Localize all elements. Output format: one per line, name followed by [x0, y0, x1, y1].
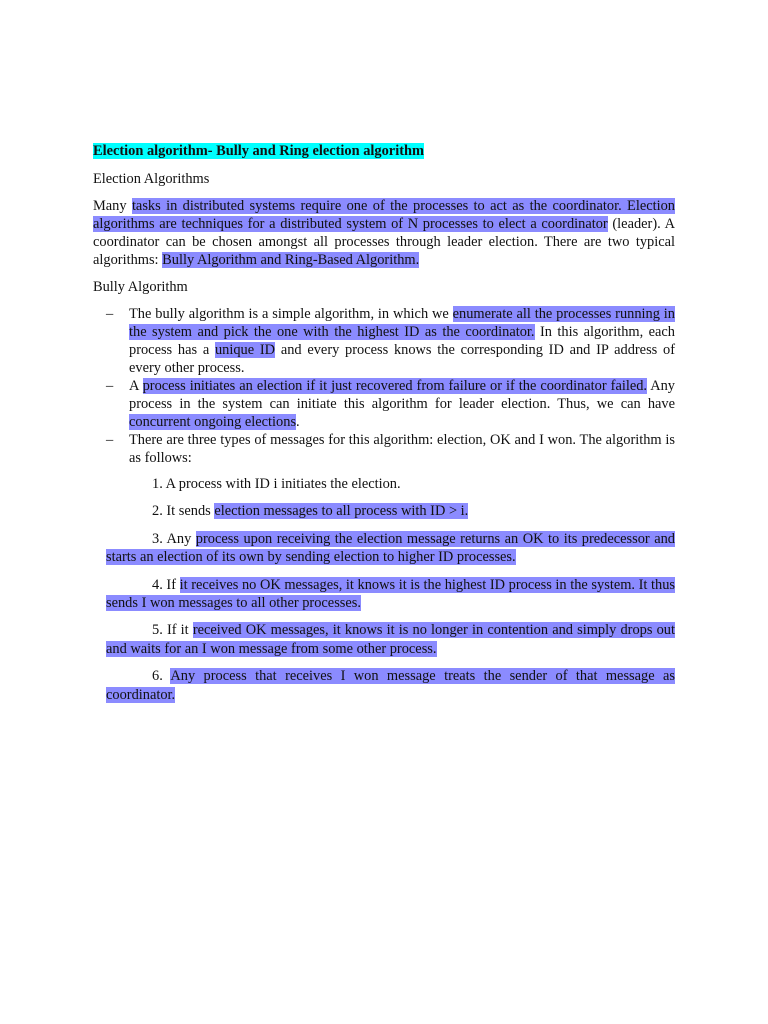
step-3-text: 3. Any — [152, 530, 196, 547]
document-title — [93, 141, 675, 161]
section-subtitle: Election Algorithms — [93, 171, 210, 187]
bullet-2-highlight-2: concurrent ongoing elections — [129, 414, 297, 430]
step-5 — [106, 621, 675, 658]
title-highlight: Election algorithm- Bully and Ring election algorithm — [93, 143, 424, 159]
step-6 — [106, 667, 675, 704]
step-1: 1. A process with ID i initiates the election. — [152, 476, 401, 492]
intro-paragraph — [93, 197, 675, 269]
step-3 — [106, 530, 675, 567]
bullet-2-text-2: Any process in the system can initiate this algorithm for leader election. Thus, we can have — [129, 378, 675, 412]
algorithm-steps — [93, 475, 675, 704]
dash-bullet: – — [106, 306, 114, 322]
bullet-1-highlight-2: unique ID — [214, 342, 276, 358]
bullet-1-text-2: In this algorithm, each process has a — [129, 324, 675, 358]
step-5-text: 5. If it — [152, 622, 193, 639]
intro-text-1: Many — [93, 198, 132, 214]
document-body — [93, 141, 675, 713]
bullet-item-3 — [93, 431, 675, 467]
step-2 — [106, 502, 675, 520]
step-5-highlight: received OK messages, it knows it is no longer in contention and simply drops out and waits for an I won message from some other process. — [106, 622, 675, 657]
bully-bullet-list — [93, 305, 675, 467]
bullet-1-text-1: The bully algorithm is a simple algorithm, in which we — [129, 306, 453, 322]
intro-text-2: (leader). A coordinator can be chosen amongst all processes through leader election. There are two typical algorithms: — [93, 216, 675, 268]
bullet-1-text-3: and every process knows the corresponding ID and IP address of every other process. — [129, 342, 676, 376]
step-6-text: 6. — [152, 668, 171, 685]
step-3-highlight: process upon receiving the election message returns an OK to its predecessor and starts an election of its own by sending election to higher ID processes. — [106, 530, 676, 566]
step-4 — [106, 576, 675, 613]
bullet-3-text-1: There are three types of messages for this algorithm: election, OK and I won. The algorithm is as follows: — [129, 432, 675, 466]
step-4-highlight: it receives no OK messages, it knows it is the highest ID process in the system. It thus sends I won messages to all other processes. — [106, 576, 675, 612]
bullet-item-1 — [93, 305, 675, 377]
dash-bullet: – — [106, 432, 114, 448]
bullet-item-2 — [93, 377, 675, 431]
intro-highlight-1: tasks in distributed systems require one of the processes to act as the coordinator. Election algorithms are techniques for a distributed system of N processes to elect a coordinator — [93, 198, 675, 232]
step-2-highlight: election messages to all process with ID > i. — [214, 503, 469, 520]
bullet-2-text-1: A — [129, 378, 143, 394]
bully-heading: Bully Algorithm — [93, 279, 188, 295]
dash-bullet: – — [106, 378, 114, 394]
intro-highlight-2: Bully Algorithm and Ring-Based Algorithm. — [162, 252, 420, 268]
bullet-1-highlight-1: enumerate all the processes running in the system and pick the one with the highest ID as the coordinator. — [129, 306, 675, 340]
step-6-highlight: Any process that receives I won message treats the sender of that message as coordinator. — [106, 668, 675, 703]
step-4-text: 4. If — [152, 576, 180, 593]
bullet-2-text-3: . — [296, 414, 300, 430]
step-2-text: 2. It sends — [152, 503, 215, 520]
bullet-2-highlight-1: process initiates an election if it just recovered from failure or if the coordinator failed. — [142, 378, 648, 394]
